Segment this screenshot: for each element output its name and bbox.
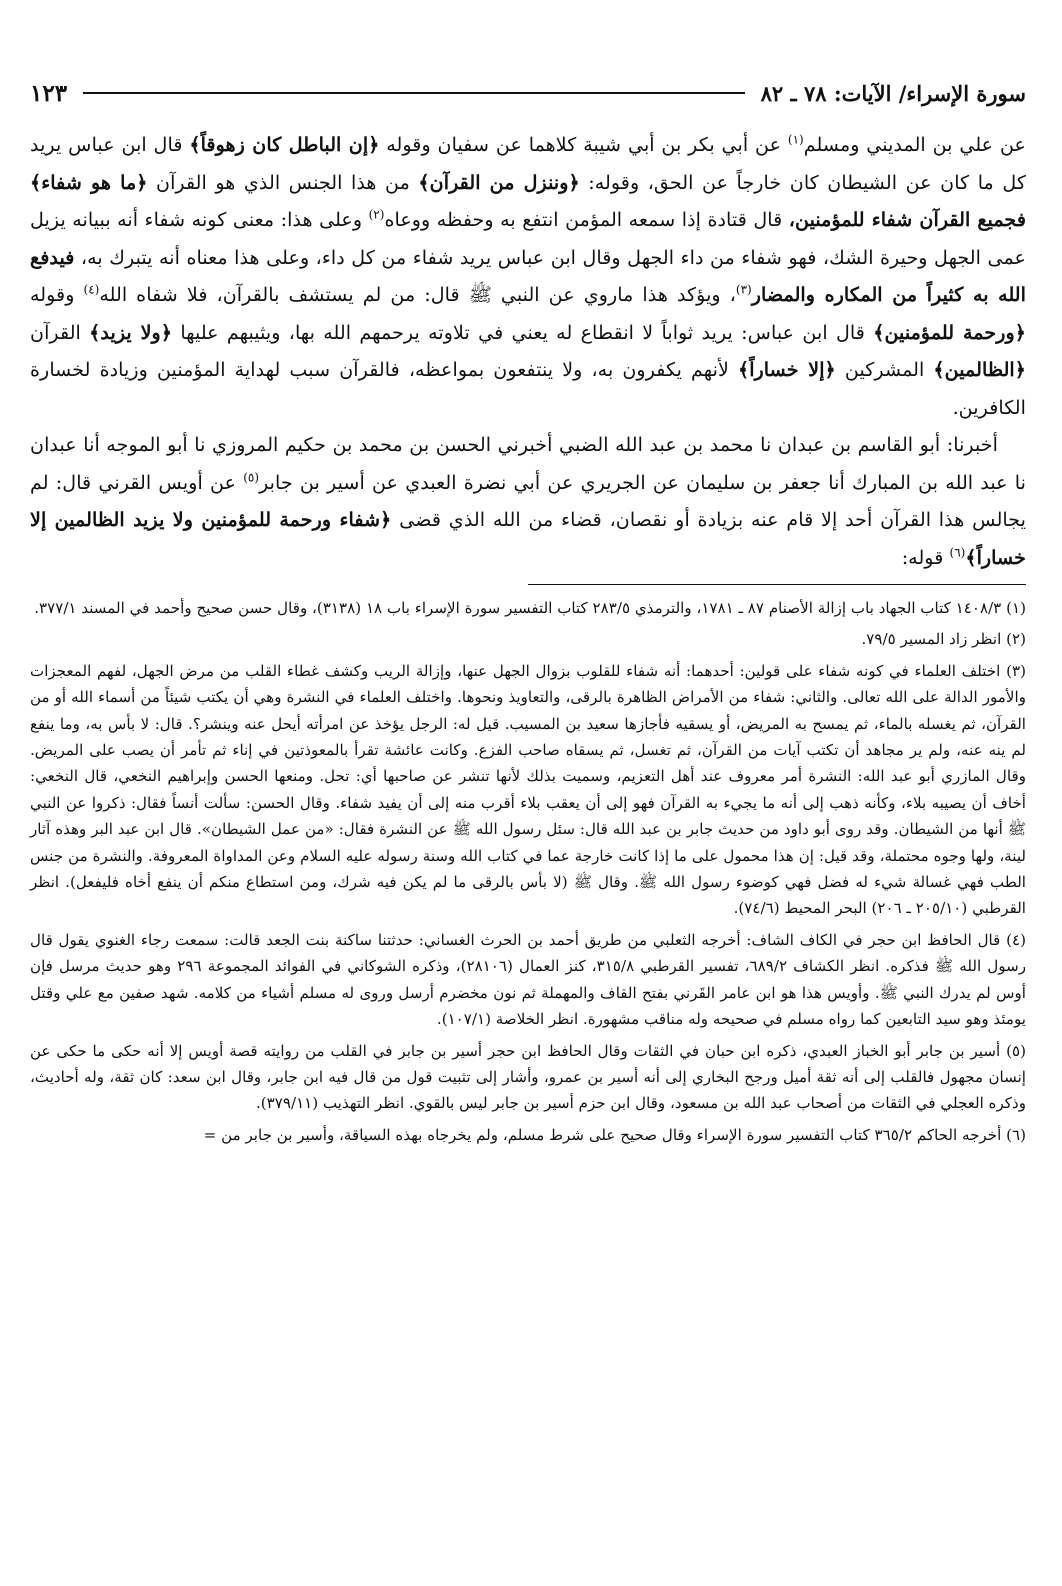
footnote-number: (٣): [1006, 661, 1026, 680]
footnote-2: [30, 626, 1026, 652]
quran-quote: ﴿ولا يزيد﴾: [89, 320, 173, 344]
body-text: قال ابن عباس يريد كل ما كان عن الشيطان كان خارجاً عن الحق، وقوله:: [30, 133, 1026, 194]
body-text: عن أبي بكر بن أبي شيبة كلاهما عن سفيان وقوله: [379, 133, 788, 156]
quran-quote: ﴿وننزل من القرآن﴾: [418, 170, 580, 194]
quran-quote: ﴿ورحمة للمؤمنين﴾: [873, 320, 1026, 344]
footnote-text: اختلف العلماء في كونه شفاء على قولين: أحدهما: أنه شفاء للقلوب بزوال الجهل عنها، وإزالة الريب وكشف غطاء القلب من مرض الجهل، لفهم المعجزات والأمور الدالة على الله تعالى. والثاني: شفاء من الأمراض الظاهرة بالرقى، والتعاويذ ونحوها. واختلف العلماء في النشرة وهي أن يكتب شيئاً من أسماء الله أو من القرآن، ثم يغسله بالماء، ثم يمسح به المريض، أو يسقيه فأجازها سعيد بن المسيب. قيل له: الرجل يؤخذ عن امرأته أيحل عنه وينشر؟. قال: لا بأس به، وما ينفع لم ينه عنه، ولم ير مجاهد أن تكتب آيات من القرآن، ثم تغسل، ثم يسقاه صاحب الفزع. وكانت عائشة تقرأ بالمعوذتين في إناء ثم تأمر أن يصب على المريض. وقال المازري أبو عبد الله: النشرة أمر معروف عند أهل التعزيم، وسميت بذلك لأنها تنشر عن صاحبها أي: تحل. ومنعها الحسن وإبراهيم النخعي، قال النخعي: أخاف أن يصيبه بلاء، وكأنه ذهب إلى أنه ما يجيء به القرآن فهو إلى أن يعقب بلاء أقرب منه إلى أن يفيد شفاء. وقال الحسن: سألت أنساً فقال: ذكروا عن النبي ﷺ أنها من الشيطان. وقد روى أبو داود من حديث جابر بن عبد الله قال: سئل رسول الله ﷺ عن النشرة فقال: «من عمل الشيطان». قال ابن عبد البر وهذه آثار لينة، ولها وجوه محتملة، وقد قيل: إن هذا محمول على ما إذا كانت خارجة عما في كتاب الله وسنة رسوله عليه السلام وعن المداواة المعروفة. والنشرة من جنس الطب فهي غسالة شيء له فضل فهي كوضوء رسول الله ﷺ. وقال ﷺ (لا بأس بالرقى ما لم يكن فيه شرك، ومن استطاع منكم أن ينفع أخاه فليفعل). انظر القرطبي (٢٠٥/١٠ ـ ٢٠٦) البحر المحيط (٧٤/٦).: [30, 661, 1026, 918]
footnote-4: [30, 927, 1026, 1033]
quran-quote: ﴿ما هو شفاء﴾: [30, 170, 148, 194]
body-text: عن أويس القرني قال: لم يجالس هذا القرآن أحد إلا قام عنه بزيادة أو نقصان، قضاء من الله الذي قضى: [30, 470, 1026, 531]
footnotes: [30, 595, 1026, 1148]
main-text: [30, 126, 1026, 576]
footnote-text: أسير بن جابر أبو الخباز العبدي، ذكره ابن حبان في الثقات وقال الحافظ ابن حجر أسير بن جابر في القلب من روايته قصة أويس إلا أنه حكى ما حكى عن إنسان مجهول فالقلب إلى أنه ثقة أميل ورجح البخاري إلى أنه أسير بن عمرو، وأشار إلى تثبيت قول من قال فيه ابن جابر، وقال ابن سعد: كان ثقة، وله أحاديث، وذكره العجلي في الثقات من أصحاب عبد الله بن مسعود، وقال ابن حزم أسير بن جابر ليس بالقوي. انظر التهذيب (٣٧٩/١١).: [30, 1041, 1026, 1113]
body-text: قال قتادة إذا سمعه المؤمن انتفع به وحفظه ووعاه: [384, 208, 789, 231]
footnote-ref-4: (٤): [83, 282, 100, 297]
body-paragraph-2: [30, 426, 1026, 576]
footnote-ref-5: (٥): [243, 470, 260, 485]
footnote-number: (٢): [1006, 630, 1026, 649]
footnote-ref-6: (٦): [949, 545, 966, 560]
footnote-ref-2: (٢): [368, 207, 385, 222]
quran-quote: ﴿إلا خساراً﴾: [737, 358, 836, 381]
body-text: وعلى هذا: معنى كونه شفاء أنه ببيانه يزيل عمى الجهل وحيرة الشك، فهو شفاء من داء الجهل وقال ابن عباس يريد شفاء من كل داء، وعلى هذا معناه أنه يتبرك به،: [30, 208, 1026, 269]
body-text: المشركين: [835, 358, 934, 381]
footnote-1: [30, 595, 1026, 621]
footnote-text: قال الحافظ ابن حجر في الكاف الشاف: أخرجه الثعلبي من طريق أحمد بن الحرث الغساني: حدثتنا ساكنة بنت الجعد قالت: سمعت رجاء الغنوي يقول قال رسول الله ﷺ فذكره. انظر الكشاف ٦٨٩/٢، تفسير القرطبي ٣١٥/٨، كنز العمال (٢٨١٠٦)، وذكره الشوكاني في الفوائد المجموعة ٢٩٦ وهو حديث مرسل فإن أوس لم يدرك النبي ﷺ. وأويس هذا هو ابن عامر القَرني بفتح القاف والمهملة ثم نون مخضرم أرسل وروى له مسلم أشياء من كلامه. شهد صفين مع علي وقتل يومئذ وهو سيد التابعين كما رواه مسلم في صحيحه وله مناقب مشهورة. انظر الخلاصة (١٠٧/١).: [30, 930, 1027, 1029]
body-text: لأنهم يكفرون به، ولا ينتفعون بمواعظه، فالقرآن سبب لهداية المؤمنين وزيادة لخسارة الكافرين.: [30, 358, 1026, 419]
body-text: من هذا الجنس الذي هو القرآن: [147, 170, 419, 194]
body-text: قوله:: [901, 545, 950, 569]
emphasis-text: فجميع القرآن شفاء للمؤمنين،: [788, 208, 1026, 231]
page-number: ١٢٣: [30, 79, 68, 107]
footnote-number: (٦): [1006, 1125, 1026, 1144]
footnote-text: ١٤٠٨/٣ كتاب الجهاد باب إزالة الأصنام ٨٧ ـ ١٧٨١، والترمذي ٢٨٣/٥ كتاب التفسير سورة الإسراء باب ١٨ (٣١٣٨)، وقال حسن صحيح وأحمد في المسند ٣٧٧/١.: [34, 599, 1002, 617]
footnote-ref-3: (٣): [735, 282, 752, 297]
footnote-separator: [528, 584, 1026, 585]
body-text: القرآن: [30, 320, 90, 344]
emphasis-text: فيدفع الله به كثيراً من المكاره والمضار: [30, 245, 1026, 306]
page-header: [30, 74, 1026, 112]
footnote-6: [30, 1122, 1026, 1148]
body-text: عن علي بن المديني ومسلم: [803, 133, 1026, 156]
footnote-number: (١): [1006, 599, 1026, 617]
header-rule: [83, 92, 745, 94]
body-text: ، ويؤكد هذا ماروي عن النبي ﷺ قال: من لم يستشف بالقرآن، فلا شفاه الله: [99, 283, 736, 306]
body-text: أخبرنا: أبو القاسم بن عبدان نا محمد بن عبد الله الضبي أخبرني الحسن بن محمد بن حكيم المروزي نا أبو الموجه أنا عبدان نا عبد الله بن المبارك أنا جعفر بن سليمان عن الجريري عن أبي نضرة العبدي عن أسير بن جابر: [30, 433, 1026, 494]
body-paragraph-1: [30, 126, 1026, 426]
footnote-ref-1: (١): [787, 132, 804, 147]
footnote-5: [30, 1038, 1026, 1117]
body-text: وقوله: [30, 283, 84, 306]
footnote-number: (٤): [1006, 930, 1026, 949]
quran-quote: ﴿شفاء ورحمة للمؤمنين ولا يزيد الظالمين إلا خساراً﴾: [30, 508, 1026, 569]
quran-quote: ﴿الظالمين﴾: [933, 358, 1026, 381]
body-text: قال ابن عباس: يريد ثواباً لا انقطاع له يعني في تلاوته يرحمهم الله بها، ويثيبهم عليها: [172, 320, 874, 344]
footnote-number: (٥): [1006, 1041, 1026, 1060]
footnote-3: [30, 658, 1026, 922]
running-title: سورة الإسراء/ الآيات: ٧٨ ـ ٨٢: [760, 80, 1026, 106]
footnote-text: انظر زاد المسير ٧٩/٥.: [861, 630, 1002, 649]
quran-quote: ﴿إن الباطل كان زهوقاً﴾: [189, 133, 380, 156]
footnote-text: أخرجه الحاكم ٣٦٥/٢ كتاب التفسير سورة الإسراء وقال صحيح على شرط مسلم، ولم يخرجاه بهذه السياقة، وأسير بن جابر من =: [203, 1125, 1002, 1144]
